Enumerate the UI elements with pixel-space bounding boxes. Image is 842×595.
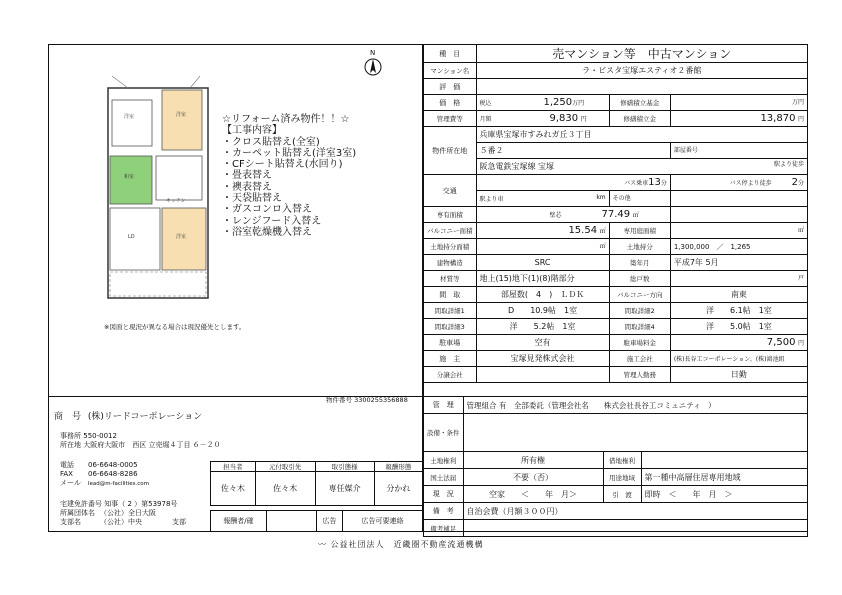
mail-label: メール: [60, 479, 81, 487]
category-label: 種 目: [424, 45, 477, 63]
bus-walk-minute: 分: [797, 180, 804, 187]
lease-rights-label: 借地権利: [603, 452, 641, 469]
parking-fee-value: 7,500: [766, 337, 796, 348]
contractor-label: 施工会社: [609, 351, 670, 367]
office-label: 事務所: [60, 432, 81, 440]
detail2-value: 洋 6.1帖 1室: [670, 303, 807, 319]
national-law-value: 不要（否）: [463, 469, 603, 486]
detail1-label: 間取詳細1: [424, 303, 477, 319]
detail4-value: 洋 5.0帖 1室: [670, 319, 807, 335]
equipment-label: 設備・条件: [424, 414, 464, 452]
office-zip: 550-0012: [83, 432, 117, 440]
footer-logo-icon: 〰: [318, 540, 327, 549]
parking-value: 空有: [476, 335, 609, 351]
room-no-label: 部屋番号: [670, 143, 807, 159]
ad-table: [210, 510, 423, 532]
floor-plan: [100, 76, 218, 302]
balcony: [110, 272, 206, 296]
mgmt-fee-label: 管理費等: [424, 111, 477, 127]
handover-label: 引 渡: [603, 486, 641, 503]
notes-label: 備考補足: [424, 520, 464, 537]
facing-value: 南東: [670, 287, 807, 303]
detail1-value: D 10.9帖 1室: [476, 303, 609, 319]
units-label: 総戸数: [609, 271, 670, 287]
transport-label: 交通: [424, 175, 477, 207]
car-label: 駅より車: [479, 196, 504, 203]
structure-label-text: 建物構造: [436, 259, 463, 267]
private-garden-label: 専用庭面積: [609, 223, 670, 239]
staff-h1: 担当者: [211, 462, 256, 472]
bus-ride-value: 13: [648, 177, 661, 188]
current-label: 現 況: [424, 486, 464, 503]
category-value: 売マンション等 中古マンション: [476, 45, 808, 63]
reform-item: ・襖表替え: [222, 181, 272, 193]
label-kitchen: キッチン: [166, 198, 186, 204]
branch-label: 支部名: [60, 518, 81, 526]
floors-value: 地上(15)地下(1)(8)階部分: [476, 271, 609, 287]
address-label: 所在地: [60, 441, 81, 449]
reform-item: ・レンジフード入替え: [222, 215, 322, 227]
affiliation-label: 所属団体名: [60, 509, 95, 517]
tel-value: 06-6648-0005: [88, 461, 138, 469]
license-value: 宅建免許番号 知事（ 2 ）第53978号: [60, 500, 178, 508]
repair-fund-value: 13,870: [760, 113, 796, 124]
reform-box: [222, 114, 412, 238]
rating-label: 評 価: [424, 79, 477, 95]
reserve-unit: 万円: [670, 95, 807, 111]
structure-label: [424, 255, 477, 271]
current-value: 空家 ＜ 年 月＞: [463, 486, 603, 503]
layout-label: 間 取: [424, 287, 477, 303]
balcony-area-label: バルコニー面積: [424, 223, 477, 239]
room-western-top-right: [162, 90, 202, 150]
other-label: その他: [609, 191, 670, 207]
price-label: 価 格: [424, 95, 477, 111]
repair-fund-yen: 円: [797, 116, 804, 123]
staff-v3: 専任媒介: [315, 472, 374, 506]
label-western1: 洋室: [124, 114, 135, 120]
staff-v1: 佐々木: [211, 472, 256, 506]
north-arrow: [362, 50, 384, 76]
agent-contact: [60, 432, 260, 450]
zoning-value: 第一種中高層住居専用地域: [641, 469, 808, 486]
detail2-label: 間取詳細2: [609, 303, 670, 319]
reserve-label: 修繕積立基金: [609, 95, 670, 111]
agent-tel-block: [60, 461, 210, 489]
handover-value: 即時 ＜ 年 月 ＞: [641, 486, 808, 503]
staff-h4: 報酬形態: [374, 462, 422, 472]
exclusive-area-sub: 壁芯: [549, 212, 562, 219]
parking-fee-label: 駐車場料金: [609, 335, 670, 351]
doc-number: 物件番号 3300255356888: [326, 396, 408, 404]
land-share-sqm: ㎡: [476, 239, 609, 255]
building-label: マンション名: [424, 63, 477, 79]
location-label: 物件所在地: [424, 127, 477, 175]
mgmt-fee-value: 9,830: [549, 113, 579, 124]
reform-item: ・畳表替え: [222, 170, 272, 182]
bus-ride-label: バス乗車: [624, 180, 649, 187]
station-suffix: 駅より徒歩: [773, 161, 804, 168]
mgmt-fee-sub: 月額: [479, 116, 492, 123]
reform-item: ・カーペット貼替え(洋室3室): [222, 147, 357, 159]
facing-label: バルコニー方向: [609, 287, 670, 303]
exclusive-area-sqm: ㎡: [632, 212, 639, 219]
seller-label: 分譲会社: [424, 367, 477, 383]
detail3-label: 間取詳細3: [424, 319, 477, 335]
footer: [318, 539, 484, 550]
units-unit: 戸: [670, 271, 807, 287]
remarks-label: 備 考: [424, 503, 464, 520]
label-washitsu: 和室: [124, 174, 135, 180]
rooms-value: 部屋数( 4 ) ＬＤＫ: [476, 287, 609, 303]
trader-value: (株)リードコーポレーション: [87, 412, 203, 422]
staff-h3: 取引態様: [315, 462, 374, 472]
room-ldk: [110, 208, 160, 270]
price-value: 1,250: [543, 97, 573, 108]
north-compass-icon: [362, 57, 384, 77]
agent-address: 大阪府大阪市 西区 立売堀４丁目 ６－２０: [83, 441, 221, 449]
line-value: 阪急電鉄宝塚線 宝塚: [479, 162, 555, 171]
reform-title: ☆リフォーム済み物件！！☆: [222, 114, 350, 125]
ad-value: 広告可要連絡: [343, 511, 423, 532]
structure-value: SRC: [476, 255, 609, 271]
agent-license-block: [60, 500, 220, 527]
repair-fund-label: 修繕積立金: [609, 111, 670, 127]
material-label: 材質等: [424, 271, 477, 287]
lot-value: ５番２: [476, 143, 670, 159]
bus-walk-value: 2: [791, 177, 798, 188]
trader-label: 商 号: [54, 412, 82, 422]
detail4-label: 間取詳細4: [609, 319, 670, 335]
branch-value: （公社）中央: [100, 518, 142, 526]
contractor-value: (株)長谷工コーポレーション、(株)鴻池組: [670, 351, 807, 367]
builder-value: 宝塚見発株式会社: [476, 351, 609, 367]
parking-fee-yen: 円: [797, 340, 804, 347]
land-share-label: 土地持分面積: [424, 239, 477, 255]
detail3-value: 洋 5.2帖 1室: [476, 319, 609, 335]
land-share-head: 土地持分: [609, 239, 670, 255]
fax-label: FAX: [60, 470, 73, 478]
room-bath: [156, 156, 202, 200]
national-law-label: 国土法届: [424, 469, 464, 486]
contact-label: 報酬者/確: [211, 511, 267, 532]
floor-plan-note: ※図面と現況が異なる場合は現況優先とします。: [104, 323, 246, 331]
builder-label: 施 主: [424, 351, 477, 367]
staff-v2: 佐々木: [255, 472, 315, 506]
balcony-area-value: 15.54: [568, 225, 598, 236]
ad-label: 広告: [317, 511, 343, 532]
reform-item: ・浴室乾燥機入替え: [222, 226, 312, 238]
remarks-value: 自治会費（月額３００円）: [463, 503, 808, 520]
lower-table: [423, 396, 808, 537]
exclusive-area-label: 専有面積: [424, 207, 477, 223]
mgmt-label: 管 理: [424, 397, 464, 414]
reform-item: ・クロス貼替え(全室): [222, 136, 320, 148]
room-western-top-left: [112, 100, 152, 146]
parking-label: 駐車場: [424, 335, 477, 351]
manager-label: 管理人勤務: [609, 367, 670, 383]
balcony-area-sqm: ㎡: [599, 228, 606, 235]
price-unit: 万円: [572, 100, 585, 107]
staff-h2: 元付取引先: [255, 462, 315, 472]
mgmt-fee-yen: 円: [580, 116, 587, 123]
staff-v4: 分かれ: [374, 472, 422, 506]
manager-value: 日勤: [670, 367, 807, 383]
built-label: 築年月: [609, 255, 670, 271]
room-washitsu: [110, 156, 152, 204]
exclusive-area-value: 77.49: [601, 209, 631, 220]
tel-label: 電話: [60, 461, 74, 469]
built-value: 平成7年 5月: [670, 255, 807, 271]
bus-walk-label: バス停より徒歩: [729, 180, 772, 187]
bus-ride-minute: 分: [660, 180, 667, 187]
reform-item: ・天袋貼替え: [222, 193, 282, 205]
land-rights-value: 所有権: [463, 452, 603, 469]
staff-table: [210, 461, 423, 506]
zoning-label: 用途地域: [603, 469, 641, 486]
mgmt-value: 管理組合 有 全部委託（管理会社名 株式会社長谷工コミュニティ ）: [463, 397, 808, 414]
land-share-value: 1,300,000 ／ 1,265: [670, 239, 807, 255]
car-km: km: [596, 194, 606, 201]
label-ldk: LD: [128, 234, 135, 240]
reform-item: ・ガスコンロ入替え: [222, 204, 312, 216]
north-label: N: [370, 49, 376, 57]
address-value: 兵庫県宝塚市すみれガ丘３丁目: [476, 127, 808, 143]
spec-table: [423, 44, 808, 383]
footer-org: 公益社団法人 近畿圏不動産流通機構: [330, 540, 484, 549]
label-western2: 洋室: [176, 112, 187, 118]
building-value: ラ・ビスタ宝塚エスティオ２番館: [476, 63, 808, 79]
trader-row: [54, 409, 202, 422]
price-tax: 税込: [479, 100, 492, 107]
reform-item: ・CFシート貼替え(水回り): [222, 159, 343, 171]
mail-value: lead@m-facilities.com: [88, 481, 149, 487]
affiliation-value: （公社）全日大阪: [100, 509, 156, 517]
private-garden-sqm: ㎡: [670, 223, 807, 239]
label-western3: 洋室: [176, 234, 187, 240]
reform-subtitle: 【工事内容】: [222, 125, 282, 137]
land-rights-label: 土地権利: [424, 452, 464, 469]
reform-list: [222, 137, 412, 239]
fax-value: 06-6648-8286: [88, 470, 138, 478]
branch-suffix: 支部: [172, 518, 186, 526]
